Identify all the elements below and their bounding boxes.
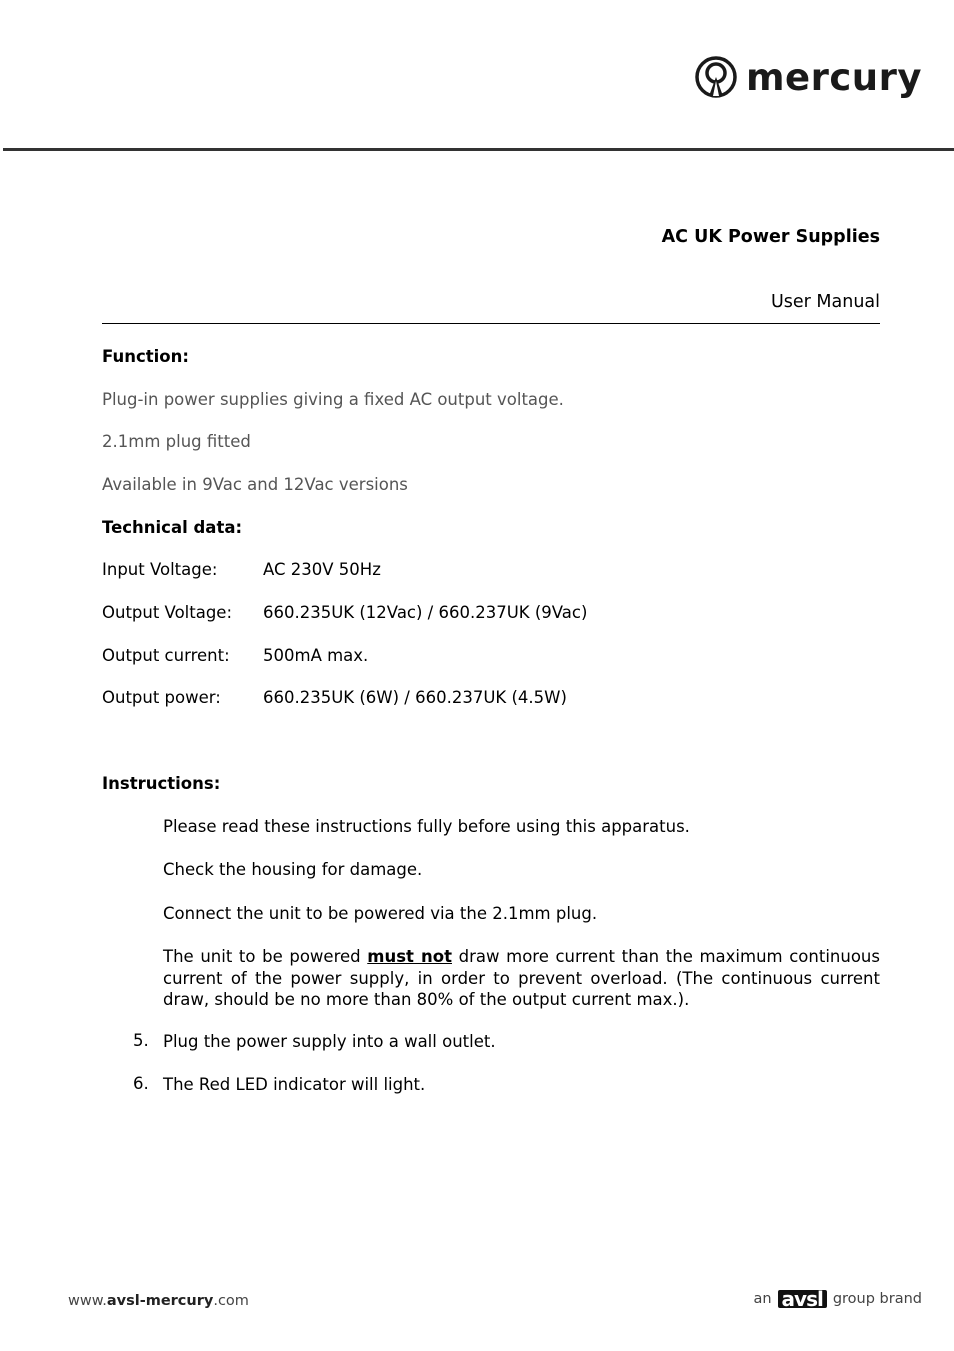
brand-name: mercury: [745, 55, 922, 99]
website-prefix: www.: [68, 1293, 107, 1309]
instruction-item: Connect the unit to be powered via the 2.1mm plug.: [163, 904, 598, 923]
warning-paragraph: [163, 946, 880, 1011]
function-line: Plug-in power supplies giving a fixed AC output voltage.: [102, 390, 564, 409]
document-subtitle: User Manual: [770, 292, 880, 312]
website-suffix: .com: [213, 1293, 249, 1309]
tech-label: Output power:: [102, 688, 221, 707]
tech-label: Input Voltage:: [102, 560, 218, 579]
instruction-item: Check the housing for damage.: [163, 860, 423, 879]
website-domain: avsl-mercury: [106, 1293, 214, 1309]
avsl-logo: avsl: [778, 1290, 827, 1308]
warning-text: The unit to be powered: [163, 947, 368, 966]
website-link[interactable]: [68, 1293, 249, 1309]
list-number: 6.: [133, 1074, 149, 1093]
group-brand-post: group brand: [832, 1291, 922, 1307]
tech-value: AC 230V 50Hz: [263, 560, 381, 579]
warning-text: draw more current than the maximum continuous current of the power supply, in order to prevent overload. (The continuous current draw, should be no more than 80% of the output current max.).: [163, 947, 880, 1009]
technical-heading: Technical data:: [102, 518, 243, 537]
tech-label: Output current:: [102, 646, 230, 665]
header-rule: [3, 148, 954, 151]
mercury-emblem-icon: [694, 55, 738, 99]
warning-emphasis: must not: [367, 947, 452, 966]
title-rule: [102, 323, 880, 324]
numbered-item: The Red LED indicator will light.: [163, 1075, 426, 1094]
function-line: 2.1mm plug fitted: [102, 432, 251, 451]
tech-value: 500mA max.: [263, 646, 369, 665]
numbered-item: Plug the power supply into a wall outlet.: [163, 1032, 496, 1051]
group-brand-pre: an: [753, 1291, 772, 1307]
tech-label: Output Voltage:: [102, 603, 233, 622]
function-heading: Function:: [102, 347, 189, 366]
mercury-logo: [694, 54, 922, 100]
tech-value: 660.235UK (6W) / 660.237UK (4.5W): [263, 688, 567, 707]
tech-value: 660.235UK (12Vac) / 660.237UK (9Vac): [263, 603, 588, 622]
instructions-heading: Instructions:: [102, 774, 221, 793]
instruction-item: Please read these instructions fully before using this apparatus.: [163, 817, 690, 836]
list-number: 5.: [133, 1031, 149, 1050]
function-line: Available in 9Vac and 12Vac versions: [102, 475, 408, 494]
group-brand: [753, 1287, 922, 1311]
document-title: AC UK Power Supplies: [661, 227, 880, 247]
